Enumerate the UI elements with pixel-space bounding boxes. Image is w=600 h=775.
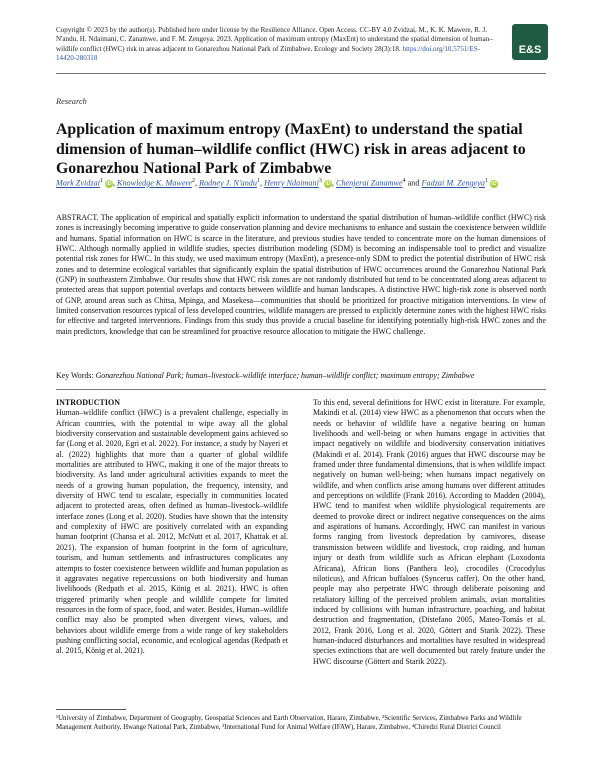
abstract-divider — [56, 389, 546, 390]
affiliation-ref: 2 — [191, 178, 195, 184]
body-column-right — [313, 398, 545, 667]
article-title: Application of maximum entropy (MaxEnt) to understand the spatial dimension of human–wildlife conflict (HWC) risk in areas adjacent to Gonarezhou National Park of Zimbabwe — [56, 121, 526, 177]
author-name[interactable]: Knowledge K. Mawere — [117, 178, 192, 188]
citation-text: Copyright © 2023 by the author(s). Published here under license by the Resilience Alliance. Open Access. CC-BY 4.0 Zvidzai, M., K. K. Mawere, R. J. N'andu, H. Ndaimani, C. Zanamwe, and F. M. Zengeya. 2023. Application of maximum entropy (MaxEnt) to understand the spatial dimension of human–wildlife conflict (HWC) risk in areas adjacent to Gonarezhou National Park of Zimbabwe. Ecology and Society 28(3):18. — [56, 26, 493, 53]
abstract-text: The application of empirical and spatially explicit information to understand the spatial distribution of human–wildlife conflict (HWC) risk zones is increasingly becoming imperative to guide conservation planning and device mechanisms to enhance and sustain the coexistence between wildlife and humans. Spatial information on HWC is scarce in the literature, and previous studies have tended to concentrate more on the human dimensions of HWC. Although normally applied in wildlife studies, species distribution modeling (SDM) is becoming an indispensable tool to predict and visualize potential risk zones for HWC. In this study, we used maximum entropy (MaxEnt), a presence-only SDM to predict the potential distribution of HWC risk zones and to determine ecological variables that significantly explain the spatial distribution of HWC occurrences around the Gonarezhou National Park (GNP) in southeastern Zimbabwe. Our results show that HWC risk zones are not randomly distributed but tend to be concentrated along areas adjacent to protected areas that support potential overlaps and contacts between wildlife and human landscapes. A distinctive HWC high-risk zone is observed north of GNP, around areas such as Chitsa, Mpinga, and Masekesa—communities that should be prioritized for proactive mitigation interventions. In view of limited conservation resources typical of less developed countries, wildlife managers are pressed to explicitly determine zones with the highest HWC risks for effective and targeted interventions. Findings from this study thus provide a crucial baseline for identifying potentially high-risk HWC zones and the main predictors, knowledge that can be streamlined for proactive resource allocation to mitigate the HWC challenge. — [56, 213, 546, 336]
section-label: Research — [56, 97, 87, 106]
copyright-notice — [56, 26, 496, 64]
affiliation-ref: 1 — [99, 178, 103, 184]
keywords-text: Gonarezhou National Park; human–livestock–wildlife interface; human–wildlife conflict; maximum entropy; Zimbabwe — [95, 371, 475, 380]
author-name[interactable]: Mark Zvidzai — [56, 178, 100, 188]
orcid-icon[interactable]: iD — [325, 180, 331, 187]
abstract-label: ABSTRACT. — [56, 213, 99, 222]
author-name[interactable]: Rodney J. N'andu — [199, 178, 257, 188]
body-column-left — [56, 398, 288, 657]
affiliation-ref: 3 — [318, 178, 322, 184]
intro-text-left: Human–wildlife conflict (HWC) is a prevalent challenge, especially in African countries, with the potential to wipe away all the global biodiversity conservation and sustainable development gains achieved so far (Long et al. 2020, Egri et al. 2022). For instance, a study by Nayeri et al. (2022) highlights that more than a quarter of global wildlife mortalities are attributed to HWC, making it one of the major threats to biodiversity. As land under agricultural activities expands to meet the needs of a growing human population, the frequency, intensity, and diversity of HWC tend to escalate, especially in communities located adjacent to protected areas, often defined as human–livestock–wildlife interface zones (Long et al. 2020). Studies have shown that the intensity and complexity of HWC are positively correlated with an expanding human footprint (Chansa et al. 2012, McNutt et al. 2017, Khattak et al. 2021). The expansion of human footprint in the form of agriculture, tourism, and human settlements and infrastructures complicates any attempts to foster coexistence between wildlife and human population as it aggravates negative repercussions on both biodiversity and human livelihoods (Redpath et al. 2015, König et al. 2021). HWC is often triggered primarily when people and wildlife compete for limited resources in the form of space, food, and water. Besides, Human–wildlife conflict may also be prompted when divergent views, values, and behaviors about wildlife emerge from a wide range of key stakeholders pushing conflicting social, economic, and ecological agendas (Redpath et al. 2015, König et al. 2021). — [56, 408, 288, 656]
orcid-icon[interactable]: iD — [491, 180, 497, 187]
author-name[interactable]: Chenjerai Zanamwe — [335, 178, 403, 188]
section-heading: INTRODUCTION — [56, 398, 121, 407]
header-divider — [56, 73, 546, 74]
author-name[interactable]: Henry Ndaimani — [264, 178, 319, 188]
doi-link[interactable]: https://doi.org/10.5751/ES-14420-280318 — [56, 44, 481, 63]
orcid-icon[interactable]: iD — [106, 180, 112, 187]
affiliation-ref: 1 — [485, 178, 488, 184]
affiliation-ref: 4 — [402, 178, 406, 184]
footnote-divider — [56, 709, 126, 710]
keywords-label: Key Words: — [56, 371, 94, 380]
author-list: Mark Zvidzai$^1$ iD, Knowledge K. Mawere$^2$, Rodney J. N'andu$^1$, Henry Ndaimani$^3$ iD, Chenjerai Zanamwe$^4$ and Fadzai M. Zengeya$^1$ iD — [56, 178, 497, 188]
keywords — [56, 371, 546, 381]
author-name[interactable]: Fadzai M. Zengeya — [421, 178, 485, 188]
abstract — [56, 213, 546, 337]
affiliations-footnote: ¹University of Zimbabwe, Department of Geography, Geospatial Sciences and Earth Observation, Harare, Zimbabwe, ²Scientific Services, Zimbabwe Parks and Wildlife Management Authority, Hwange National Park, Zimbabwe, ³International Fund for Animal Welfare (IFAW), Harare, Zimbabwe, ⁴Chiredzi Rural District Council — [56, 715, 522, 732]
intro-text-right: To this end, several definitions for HWC exist in literature. For example, Makindi et al. (2014) view HWC as a phenomenon that occurs when the needs or behavior of wildlife have a negative bearing on human livelihoods and well-being or when humans engage in activities that impact negatively on wildlife and biodiversity conservation initiatives (Makindi et al. 2014). Frank (2016) argues that HWC discourse may be framed under three fundamental dimensions, that is when wildlife impact negatively on human well-being; when humans impact negatively on wildlife, and when conflicts arise among humans over different attitudes and perceptions on wildlife (Frank 2016). According to Madden (2004), HWC tend to manifest when wildlife physiological requirements are deemed to provoke direct or indirect negative consequences on the aims and aspirations of humans. Accordingly, HWC can manifest in various forms ranging from livestock depredation by carnivores, disease transmission between wildlife and livestock, crop raiding, and human injury or death from wildlife such as African elephant (Loxodonta Africana), African lions (Panthera leo), crocodiles (Crocodylus niloticus), and African buffaloes (Syncerus caffer). On the other hand, people may also perpetrate HWC through deliberate poisoning and retaliatory killing of the perceived problem animals, avian mortalities induced by collisions with human infrastructure, poaching, and habitat destruction and fragmentation, (Distefano 2005, Mateo-Tomás et al. 2012, Frank 2016, Long et al. 2020, Göttert and Starik 2022). These human-induced disturbances and mortalities have resulted in widespread species extinctions that are well documented but rarely feature under the HWC discourse (Göttert and Starik 2022). — [313, 398, 545, 666]
journal-logo: E&S — [512, 24, 548, 60]
affiliation-ref: 1 — [256, 178, 260, 184]
